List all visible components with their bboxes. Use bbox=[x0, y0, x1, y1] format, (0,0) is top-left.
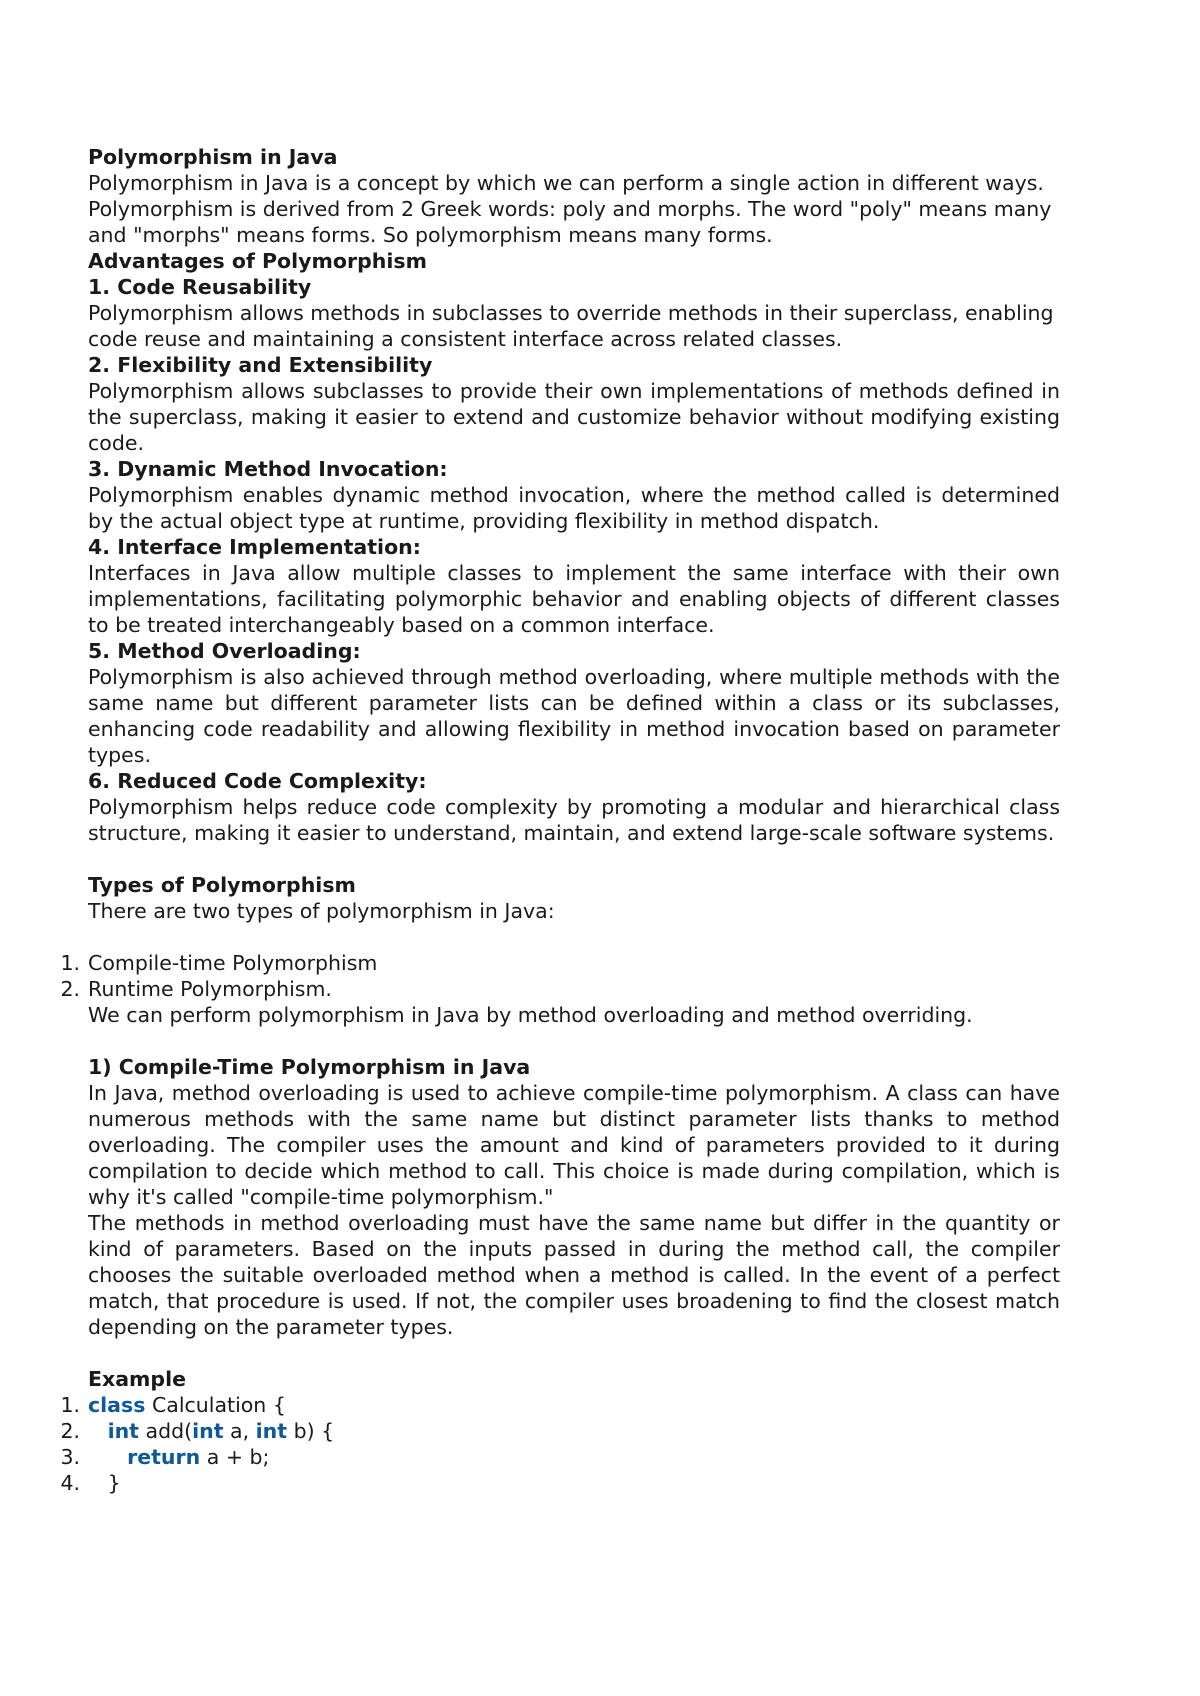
advantage-text: Polymorphism helps reduce code complexity by promoting a modular and hierarchical class structure, making it easier to understand, maintain, and extend large-scale software systems. bbox=[88, 795, 1060, 845]
code-keyword: class bbox=[88, 1393, 146, 1417]
code-indent bbox=[88, 1419, 108, 1443]
advantage-title: 1. Code Reusability bbox=[88, 275, 312, 299]
code-line bbox=[60, 1392, 1060, 1418]
code-indent bbox=[88, 1471, 108, 1495]
code-indent bbox=[88, 1445, 127, 1469]
advantage-title: 3. Dynamic Method Invocation: bbox=[88, 457, 448, 481]
advantage-title: 2. Flexibility and Extensibility bbox=[88, 353, 433, 377]
code-line bbox=[60, 1418, 1060, 1444]
types-list bbox=[60, 950, 1060, 1002]
advantage-text: Interfaces in Java allow multiple classes to implement the same interface with their own implementations, facilitating polymorphic behavior and enabling objects of different classes to be treated interchangeably based on a common interface. bbox=[88, 561, 1060, 637]
compile-time-paragraph-2: The methods in method overloading must have the same name but differ in the quantity or kind of parameters. Based on the inputs passed in during the method call, the compiler chooses the suitable overloaded method when a method is called. In the event of a perfect match, that procedure is used. If not, the compiler uses broadening to find the closest match depending on the parameter types. bbox=[88, 1211, 1060, 1339]
advantage-title: 5. Method Overloading: bbox=[88, 639, 361, 663]
types-after: We can perform polymorphism in Java by method overloading and method overriding. bbox=[88, 1003, 973, 1027]
list-number: 2. bbox=[60, 977, 80, 1001]
code-keyword: int bbox=[255, 1419, 288, 1443]
list-item bbox=[60, 950, 1060, 976]
advantage-text: Polymorphism enables dynamic method invocation, where the method called is determined by the actual object type at runtime, providing flexibility in method dispatch. bbox=[88, 483, 1060, 533]
advantage-text: Polymorphism is also achieved through method overloading, where multiple methods with the same name but different parameter lists can be defined within a class or its subclasses, enhancing code readability and allowing flexibility in method invocation based on parameter types. bbox=[88, 665, 1060, 767]
list-item bbox=[60, 976, 1060, 1002]
code-text: add( bbox=[138, 1419, 193, 1443]
compile-time-paragraph-1: In Java, method overloading is used to achieve compile-time polymorphism. A class can have numerous methods with the same name but distinct parameter lists thanks to method overloading. The compiler uses the amount and kind of parameters provided to it during compilation to decide which method to call. This choice is made during compilation, which is why it's called "compile-time polymorphism." bbox=[88, 1081, 1060, 1209]
intro-paragraph: Polymorphism in Java is a concept by which we can perform a single action in different ways. Polymorphism is derived from 2 Greek words: poly and morphs. The word "poly" means many and "morphs" means forms. So polymorphism means many forms. bbox=[88, 171, 1052, 247]
document-page bbox=[60, 144, 1060, 1496]
code-block bbox=[60, 1392, 1060, 1496]
code-text: a + b; bbox=[200, 1445, 270, 1469]
line-number: 4. bbox=[60, 1471, 80, 1495]
example-heading: Example bbox=[88, 1367, 187, 1391]
types-intro: There are two types of polymorphism in Java: bbox=[88, 899, 555, 923]
types-heading: Types of Polymorphism bbox=[88, 873, 356, 897]
advantages-heading: Advantages of Polymorphism bbox=[88, 249, 427, 273]
line-number: 1. bbox=[60, 1393, 80, 1417]
advantage-text: Polymorphism allows subclasses to provide their own implementations of methods defined in the superclass, making it easier to extend and customize behavior without modifying existing code. bbox=[88, 379, 1060, 455]
code-keyword: int bbox=[107, 1419, 139, 1443]
code-text: Calculation { bbox=[145, 1393, 286, 1417]
advantage-title: 6. Reduced Code Complexity: bbox=[88, 769, 427, 793]
code-line bbox=[60, 1470, 1060, 1496]
document-title: Polymorphism in Java bbox=[88, 145, 338, 169]
list-item-text: Compile-time Polymorphism bbox=[88, 951, 378, 975]
code-keyword: int bbox=[192, 1419, 224, 1443]
list-number: 1. bbox=[60, 951, 80, 975]
compile-time-heading: 1) Compile-Time Polymorphism in Java bbox=[88, 1055, 531, 1079]
advantage-title: 4. Interface Implementation: bbox=[88, 535, 421, 559]
list-item-text: Runtime Polymorphism. bbox=[88, 977, 332, 1001]
advantage-text: Polymorphism allows methods in subclasses to override methods in their superclass, enabling code reuse and maintaining a consistent interface across related classes. bbox=[88, 301, 1054, 351]
line-number: 2. bbox=[60, 1419, 80, 1443]
line-number: 3. bbox=[60, 1445, 80, 1469]
code-text: a, bbox=[223, 1419, 256, 1443]
code-text: } bbox=[107, 1471, 121, 1495]
code-line bbox=[60, 1444, 1060, 1470]
code-text: b) { bbox=[287, 1419, 335, 1443]
code-keyword: return bbox=[127, 1445, 201, 1469]
